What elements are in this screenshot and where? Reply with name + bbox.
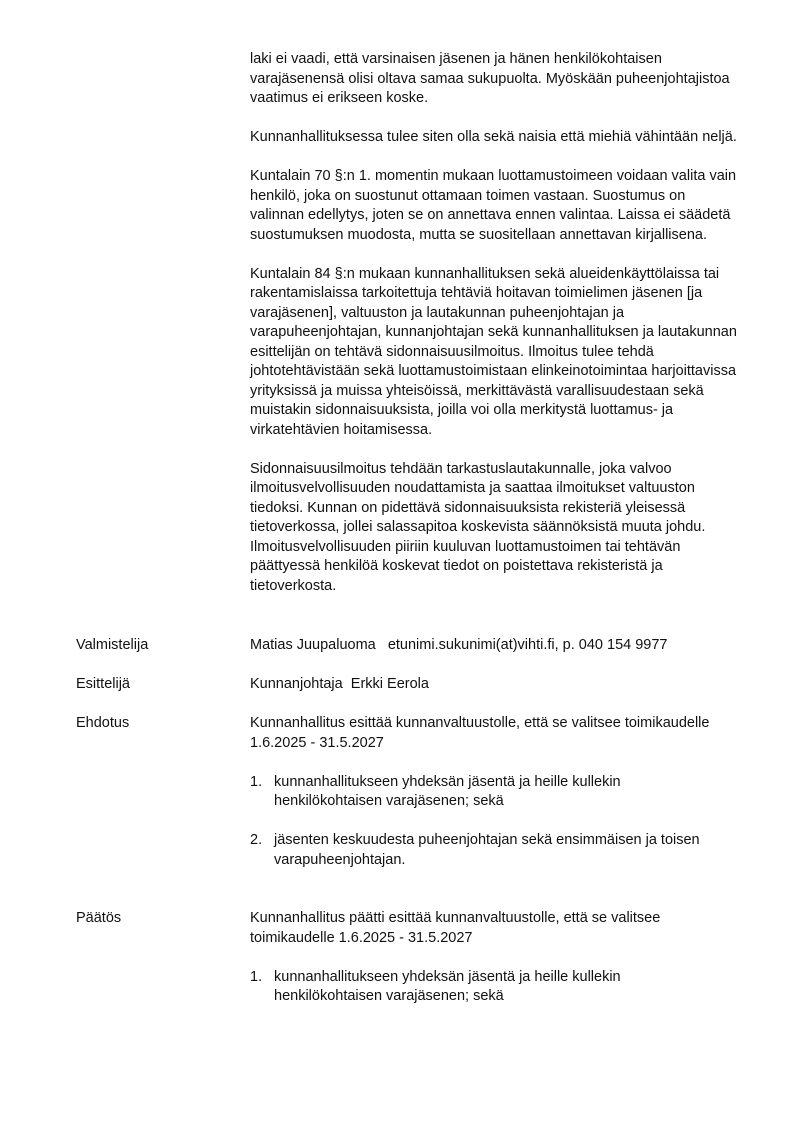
presenter-label: Esittelijä xyxy=(76,676,130,692)
decision-body xyxy=(250,909,730,1026)
list-item xyxy=(250,773,730,812)
intro-paragraph: Kuntalain 70 §:n 1. momentin mukaan luottamustoimeen voidaan valita vain henkilö, joka on suostunut ottamaan toimen vastaan. Suostumus on valinnan edellytys, joten se on annettava ennen valintaa. Laissa ei säädetä suostumuksen muodosta, mutta se suositellaan annettavan kirjallisena. xyxy=(250,168,737,243)
proposal-text: Kunnanhallitus esittää kunnanvaltuustolle, että se valitsee toimikaudelle 1.6.2025 - 31.5.2027 xyxy=(250,715,710,751)
decision-text: Kunnanhallitus päätti esittää kunnanvaltuustolle, että se valitsee toimikaudelle 1.6.2025 - 31.5.2027 xyxy=(250,910,661,946)
list-item-number: 1. xyxy=(250,968,263,985)
preparer-value: Matias Juupaluoma etunimi.sukunimi(at)vihti.fi, p. 040 154 9977 xyxy=(250,637,668,653)
proposal-label: Ehdotus xyxy=(76,715,130,731)
proposal-body xyxy=(250,714,730,890)
list-item-text: kunnanhallitukseen yhdeksän jäsentä ja heille kullekin henkilökohtaisen varajäsenen; sekä xyxy=(274,773,621,809)
intro-paragraph: Kuntalain 84 §:n mukaan kunnanhallituksen sekä alueidenkäyttölaissa tai rakentamislaissa tarkoitettuja tehtäviä hoitavan toimielimen jäsenen [ja varajäsenen], valtuuston ja lautakunnan puheenjohtajan ja varapuheenjohtajan, kunnanjohtajan sekä kunnanhallituksen ja lautakunnan esittelijän on tehtävä sidonnaisuusilmoitus. Ilmoitus tulee tehdä johtotehtävistään sekä luottamustoimistaan elinkeinotoimintaa harjoittavissa yrityksissä ja muissa yhteisöissä, merkittävästä varallisuudestaan sekä muistakin sidonnaisuuksista, joilla voi olla merkitystä luottamus- ja virkatehtävien hoitamisessa. xyxy=(250,265,737,438)
list-item xyxy=(250,968,730,1007)
preparer-label: Valmistelija xyxy=(76,637,149,653)
decision-label: Päätös xyxy=(76,910,122,926)
list-item-text: kunnanhallitukseen yhdeksän jäsentä ja heille kullekin henkilökohtaisen varajäsenen; sekä xyxy=(274,968,621,1004)
intro-text xyxy=(250,50,740,616)
list-item-text: jäsenten keskuudesta puheenjohtajan sekä ensimmäisen ja toisen varapuheenjohtajan. xyxy=(274,832,700,868)
list-item xyxy=(250,831,730,870)
intro-paragraph: Sidonnaisuusilmoitus tehdään tarkastuslautakunnalle, joka valvoo ilmoitusvelvollisuuden noudattamista ja saattaa ilmoitukset valtuuston tiedoksi. Kunnan on pidettävä sidonnaisuuksista rekisteriä yleisessä tietoverkossa, jollei salassapitoa koskevista säännöksistä muuta johdu. Ilmoitusvelvollisuuden piiriin kuuluvan luottamustoimen tai tehtävän päättyessä henkilöä koskevat tiedot on poistettava rekisteristä ja tietoverkosta. xyxy=(250,460,706,594)
proposal-list xyxy=(250,773,730,871)
decision-list xyxy=(250,968,730,1007)
intro-paragraph: Kunnanhallituksessa tulee siten olla sekä naisia että miehiä vähintään neljä. xyxy=(250,129,737,145)
presenter-value: Kunnanjohtaja Erkki Eerola xyxy=(250,676,429,692)
intro-paragraph: laki ei vaadi, että varsinaisen jäsenen ja hänen henkilökohtaisen varajäsenensä olisi oltava samaa sukupuolta. Myöskään puheenjohtajistoa vaatimus ei erikseen koske. xyxy=(250,51,730,106)
list-item-number: 1. xyxy=(250,773,263,790)
list-item-number: 2. xyxy=(250,832,263,848)
